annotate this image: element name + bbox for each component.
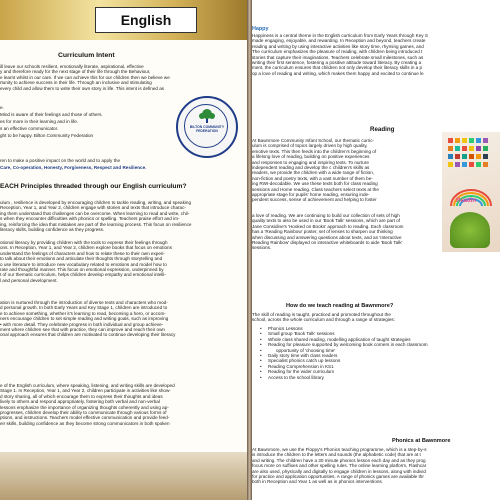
para-line: otional literacy by providing children with the tools to express their feelings through <box>0 240 168 245</box>
para-line: sessions. <box>252 245 272 251</box>
reading-paragraph <box>252 138 442 203</box>
badge-label: BILTON COMMUNITY FEDERATION <box>189 125 225 133</box>
para-line: independent reading and develop the c children's skills as <box>252 165 370 171</box>
para-line: The curriculum emphasizes the pleasure of reading, with children being introduced t <box>252 49 423 55</box>
plant-image <box>450 212 490 248</box>
para-line: ing RWI-decodable. We use these texts both for class reading <box>252 181 378 187</box>
para-line: d personal growth. In both Early Years and Key Stage 1, children are introduced to <box>0 305 168 311</box>
para-line: lively to others and respond appropriately, fostering both verbal and non-verbal <box>0 399 160 405</box>
values-list: Care, Co-operation, Honesty, Forgiveness, Respect and Resilience. <box>0 165 147 170</box>
para-line: • with more detail. They celebrate progress in both individual and group achieve- <box>0 321 164 327</box>
para-line: ulum , resilience is developed by encouraging children to tackle reading, writing, and speaking <box>0 200 192 205</box>
aspirational-paragraph <box>0 300 247 338</box>
para-line: made engaging, enjoyable, and rewarding. In Reception and beyond, teachers create <box>252 38 426 44</box>
para-line: d story sharing, all of which encourage them to express their thoughts and ideas <box>0 393 163 399</box>
intent-point: es for more in their learning and in life. <box>0 119 79 125</box>
photo-caption: Readin <box>456 198 477 204</box>
para-line: stories that capture their imaginations. Teachers celebrate small milestones, such as <box>252 54 424 60</box>
para-line: a lifelong love of reading, building on positive experiences <box>252 154 370 160</box>
footer-banner <box>0 452 247 500</box>
intent-text <box>0 64 175 91</box>
para-line: both in Reception and Year 1 as well as in phonics interventions. <box>252 479 384 485</box>
left-page <box>0 0 247 500</box>
list-item: • Whole class shared reading, modelling application of taught strategies <box>258 337 500 342</box>
para-line: ment, the curriculum ensures that children not only develop their literacy skills in a p <box>252 65 423 71</box>
happy-heading: Happy <box>252 26 269 32</box>
para-line: ners encourage children to set simple reading and writing goals, such as improving <box>0 316 169 322</box>
para-line: ptions, and instructions. Teachers model effective communication and provide feed- <box>0 415 170 421</box>
para-line: Happiness is a central theme in the English curriculum from Early Years through Key S <box>252 33 428 38</box>
intent-point: Mind is aware of their feelings and those of others. <box>0 112 103 118</box>
para-line: The skill of reading is taught, practiced and promoted throughout the <box>252 312 391 317</box>
list-item: • Daily story time with class readers <box>258 353 500 358</box>
intent-point: ght to be happy. Bilton Community Federation <box>0 133 94 139</box>
communicator-paragraph <box>0 383 247 426</box>
resilient-paragraph <box>0 200 247 232</box>
phonics-paragraph <box>252 447 500 485</box>
para-line: sessions and Home reading. Class teachers select texts at the <box>252 186 379 192</box>
para-line: Jane Considine's 'Hooked on Books' approach to reading. Each classroom <box>252 223 404 229</box>
list-item: • Phonics Lessons <box>258 326 500 331</box>
how-intro <box>252 312 500 323</box>
para-line: onal approach ensures that children are motivated to continue developing their literacy <box>0 332 176 338</box>
para-line: writing their first sentence, fostering a positive attitude toward literacy. By creating a <box>252 60 422 66</box>
list-item: • Reading for the wider curriculum <box>258 369 500 374</box>
para-line: emotive texts. This then feeds into the children's beginning of <box>252 148 377 154</box>
para-line: when discussing and answering questions about texts, and an 'Interactive <box>252 234 402 240</box>
para-line: is introduce the children to the letters and sounds (the alphabetic code) that are at t <box>252 452 421 458</box>
intent-line: every child and allow them to write their own story in life. This intent is defined as <box>0 85 165 91</box>
list-item: • opportunity of 'choosing time' <box>258 348 500 353</box>
para-line: ing, reinforcing the idea that mistakes are part of the learning process. This focus on resilience <box>0 221 192 227</box>
phonics-chart-image <box>448 138 494 178</box>
intent-heading: Curriculum Intent <box>58 52 115 59</box>
intent-point: s an effective communicator. <box>0 126 59 132</box>
para-line: t of our thematic curriculum, helps children develop empathy and emotional intelli- <box>0 272 166 278</box>
para-line: Reception, Year 1, and Year 2, children engage with stories and texts that introduce charac- <box>0 205 186 211</box>
list-item: • Access to the school library <box>258 375 500 380</box>
para-line: non-fiction and poetry texts, with a vast number of them be- <box>252 175 373 181</box>
list-item: • Reading Comprehension in KS1 <box>258 364 500 369</box>
reading-heading: Reading <box>370 126 395 133</box>
para-line: progresses, children develop their ability to communicate through various forms of <box>0 410 167 416</box>
para-line: a love of reading. We are continuing to build our collection of sets of high <box>252 213 400 218</box>
para-line: for practice and application opportunities. A range of phonics games are available thr <box>252 474 424 480</box>
strategies-list <box>258 326 500 380</box>
para-line: pendent success, sense of achievement and helping to foster <box>252 197 377 203</box>
right-page <box>252 0 500 500</box>
values-line: ren to make a positive impact on the world and to apply the <box>0 158 121 163</box>
intent-line: y and therefore ready for the next stage of their life through the Behaviour, <box>0 69 151 75</box>
para-line: l and personal development. <box>0 277 58 283</box>
intent-points <box>0 104 175 140</box>
para-line: Reading Rainbow' displayed on interactive whiteboards to aide 'Book Talk' <box>252 240 403 246</box>
principles-heading: EACH Principles threaded through our English curriculum? <box>0 183 187 190</box>
phonics-heading: Phonics at Bawnmore <box>392 438 451 444</box>
para-line: readers, we provide the children with a wide range of fiction, <box>252 170 375 176</box>
para-line: ulum is comprised of topics largely driven by high quality, <box>252 143 368 149</box>
how-heading: How do we teach reading at Bawnmore? <box>286 303 394 309</box>
para-line: At Bawnmore Community Infant School, our thematic curric- <box>252 138 375 143</box>
para-line: and responses to engaging and inspiring texts. To nurture <box>252 159 369 165</box>
list-item: • Specialist phonics catch up lessons <box>258 358 500 363</box>
para-line: e of the English curriculum, where speaking, listening, and writing skills are developed <box>0 383 175 388</box>
para-line: ing them understand that challenges can be overcome. When learning to read and write, chil- <box>0 210 190 216</box>
para-line: lessons emphasize the importance of organizing thoughts coherently and using ap- <box>0 404 169 410</box>
happy-paragraph <box>252 33 500 76</box>
para-line: are also used, physically and digitally to engage children in lessons, along with individ <box>252 468 426 474</box>
para-line: school, across the whole curriculum and through a range of strategies: <box>252 317 395 323</box>
para-line: appropriate stage for pupils' home reading, ensuring inde- <box>252 192 370 198</box>
list-item: • Reading for pleasure supported by welcoming book corners in each classroom <box>258 342 500 347</box>
para-line: reading and writing by using interactive activities like story time, rhyming games, and <box>252 43 424 49</box>
para-line: ation is nurtured through the introduction of diverse texts and characters who mod- <box>0 300 168 305</box>
para-line: to talk about their emotions and articulate their thoughts through storytelling and <box>0 256 163 262</box>
para-line: understand the feelings of characters and how to relate these to their own experi- <box>0 250 165 256</box>
reading-rainbow-photo <box>442 132 500 252</box>
para-line: and writing. The children have a 30 minute phonics lesson each day and as they prog <box>252 457 426 463</box>
page-title: English <box>95 7 197 33</box>
para-line: has a 'Reading Rainbow' poster, set of lenses to sharpen our thinking <box>252 229 393 235</box>
list-item: • Small group 'Book Talk' sessions <box>258 331 500 336</box>
para-line: ment where children see that with practice, they can improve and reach their own <box>0 327 165 333</box>
intent-line: ill leave our schools resilient, emotionally literate, aspirational, effective <box>0 64 144 69</box>
para-line: quality texts to also be used in our 'Book Talk' sessions, which are part of <box>252 218 400 224</box>
para-line: o use literature to introduce new vocabulary related to emotions and model how to <box>0 261 167 267</box>
para-line: ons. In Reception, Year 1, and Year 2, children explore books that focus on emotions <box>0 245 172 251</box>
para-line: s when they encounter difficulties with phonics or spelling. Teachers praise effort and im- <box>0 216 180 222</box>
para-line: At Bawnmore, we use the Floppy's Phonics teaching programme, which is a step-by-s <box>252 447 427 452</box>
intent-line: e learnt whilst in our care. If we can achieve this for our children then we believe we <box>0 74 170 80</box>
federation-badge <box>176 96 238 158</box>
para-line: Stage 1. In Reception, Year 1, and Year 2, children participate in activities like show- <box>0 388 171 394</box>
para-line: eir skills, building confidence as they become strong communicators in both spoken <box>0 420 170 426</box>
intent-point: e. <box>0 105 4 110</box>
para-line: op a love of reading and writing, which makes them happy and excited to continue le <box>252 70 424 76</box>
para-line: e to achieve something, whether it's learning to read, becoming a hero, or accom- <box>0 310 166 316</box>
para-line: rate and thoughtful manner. This focus on emotional expression, underpinned by <box>0 267 164 273</box>
emotional-paragraph <box>0 240 247 283</box>
tree-icon <box>196 108 218 124</box>
intent-line: rtunity to achieve success in their life. Through an inclusive and stimulating <box>0 80 152 86</box>
para-line: literacy skills, building confidence as they progress. <box>0 227 105 233</box>
para-line: focus more on suffixes and other spelling rules. The online learning platform, Flashcar <box>252 463 427 469</box>
